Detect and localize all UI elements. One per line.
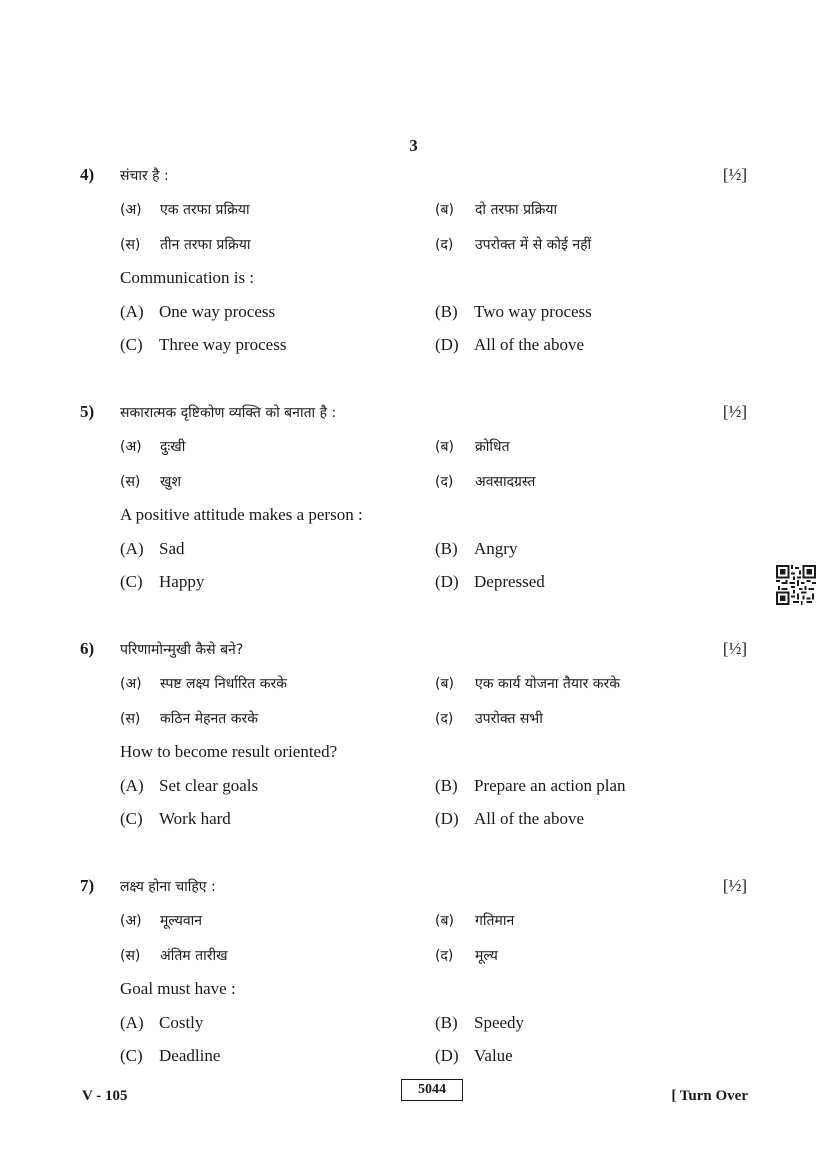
option-label: (C) — [120, 1046, 143, 1065]
option-text: Angry — [474, 539, 518, 558]
option-text: Prepare an action plan — [474, 776, 626, 795]
qr-code — [776, 565, 816, 605]
paper-code: V - 105 — [82, 1088, 128, 1104]
option-label: (अ) — [120, 202, 142, 218]
option-text: Depressed — [474, 572, 545, 591]
booklet-code-box: 5044 — [401, 1079, 463, 1101]
english-option-b — [435, 1013, 524, 1033]
hindi-option-b — [435, 437, 510, 456]
option-text: Three way process — [159, 335, 287, 354]
english-option-d — [435, 335, 584, 355]
english-option-c — [120, 1046, 220, 1066]
hindi-option-a — [120, 437, 185, 456]
english-option-a — [120, 302, 275, 322]
hindi-option-c — [120, 472, 181, 491]
hindi-option-a — [120, 911, 202, 930]
hindi-option-d — [435, 235, 591, 254]
english-option-d — [435, 572, 545, 592]
question-4 — [0, 165, 827, 375]
hindi-option-d — [435, 472, 535, 491]
english-option-a — [120, 539, 185, 559]
option-text: स्पष्ट लक्ष्य निर्धारित करके — [160, 676, 287, 692]
option-text: Sad — [159, 539, 185, 558]
option-label: (अ) — [120, 439, 142, 455]
question-number: 6) — [80, 639, 95, 658]
option-label: (द) — [435, 237, 454, 253]
english-option-a — [120, 1013, 203, 1033]
question-text-english: A positive attitude makes a person : — [120, 505, 363, 524]
option-text: दो तरफा प्रक्रिया — [475, 202, 558, 218]
question-number: 5) — [80, 402, 95, 421]
option-text: दुःखी — [160, 439, 186, 455]
option-text: उपरोक्त सभी — [475, 711, 543, 727]
option-text: Costly — [159, 1013, 204, 1032]
option-text: अवसादग्रस्त — [475, 474, 536, 490]
option-text: उपरोक्त में से कोई नहीं — [475, 237, 592, 253]
option-label: (C) — [120, 572, 143, 591]
option-label: (C) — [120, 809, 143, 828]
question-5 — [0, 402, 827, 612]
option-label: (अ) — [120, 913, 142, 929]
english-option-d — [435, 809, 584, 829]
option-text: अंतिम तारीख — [160, 948, 228, 964]
option-label: (B) — [435, 776, 458, 795]
option-label: (स) — [120, 948, 141, 964]
option-label: (A) — [120, 539, 144, 558]
question-text-english: Communication is : — [120, 268, 255, 287]
hindi-option-a — [120, 674, 287, 693]
option-text: तीन तरफा प्रक्रिया — [160, 237, 251, 253]
question-marks: [½] — [722, 876, 747, 895]
question-text-hindi: परिणामोन्मुखी कैसे बने? — [120, 642, 244, 658]
option-label: (B) — [435, 1013, 458, 1032]
option-label: (D) — [435, 335, 459, 354]
hindi-option-a — [120, 200, 250, 219]
option-label: (ब) — [435, 676, 454, 692]
question-text-hindi: संचार है : — [120, 168, 169, 184]
option-label: (A) — [120, 302, 144, 321]
english-option-a — [120, 776, 258, 796]
english-option-b — [435, 539, 517, 559]
option-text: एक तरफा प्रक्रिया — [160, 202, 250, 218]
option-label: (स) — [120, 474, 141, 490]
option-text: क्रोधित — [475, 439, 510, 455]
english-option-c — [120, 809, 231, 829]
option-label: (D) — [435, 1046, 459, 1065]
hindi-option-b — [435, 911, 514, 930]
english-option-c — [120, 335, 286, 355]
hindi-option-c — [120, 709, 258, 728]
question-marks: [½] — [722, 165, 747, 184]
option-label: (D) — [435, 572, 459, 591]
option-label: (ब) — [435, 439, 454, 455]
option-text: One way process — [159, 302, 276, 321]
english-option-b — [435, 776, 626, 796]
question-text-hindi: सकारात्मक दृष्टिकोण व्यक्ति को बनाता है : — [120, 405, 337, 421]
option-label: (ब) — [435, 913, 454, 929]
page-number: 3 — [409, 136, 418, 155]
option-text: मूल्य — [475, 948, 498, 964]
option-label: (अ) — [120, 676, 142, 692]
option-text: Work hard — [159, 809, 231, 828]
turn-over-note: [ Turn Over — [671, 1088, 748, 1104]
option-text: Deadline — [159, 1046, 221, 1065]
question-6 — [0, 639, 827, 849]
question-text-english: Goal must have : — [120, 979, 236, 998]
option-label: (D) — [435, 809, 459, 828]
question-marks: [½] — [722, 402, 747, 421]
option-label: (ब) — [435, 202, 454, 218]
option-text: Happy — [159, 572, 205, 591]
option-label: (द) — [435, 474, 454, 490]
option-label: (A) — [120, 1013, 144, 1032]
question-marks: [½] — [722, 639, 747, 658]
option-text: गतिमान — [475, 913, 515, 929]
option-label: (स) — [120, 237, 141, 253]
option-text: कठिन मेहनत करके — [160, 711, 258, 727]
option-text: मूल्यवान — [160, 913, 203, 929]
english-option-b — [435, 302, 592, 322]
option-text: Speedy — [474, 1013, 525, 1032]
option-text: एक कार्य योजना तैयार करके — [475, 676, 621, 692]
option-text: खुश — [160, 474, 181, 490]
hindi-option-c — [120, 946, 228, 965]
option-text: Value — [474, 1046, 513, 1065]
question-number: 4) — [80, 165, 95, 184]
hindi-option-b — [435, 200, 557, 219]
question-text-hindi: लक्ष्य होना चाहिए : — [120, 879, 216, 895]
option-text: Set clear goals — [159, 776, 259, 795]
question-number: 7) — [80, 876, 95, 895]
hindi-option-b — [435, 674, 620, 693]
option-label: (B) — [435, 539, 458, 558]
option-label: (द) — [435, 948, 454, 964]
english-option-d — [435, 1046, 513, 1066]
hindi-option-d — [435, 709, 543, 728]
option-label: (B) — [435, 302, 458, 321]
question-7 — [0, 876, 827, 1086]
question-text-english: How to become result oriented? — [120, 742, 338, 761]
hindi-option-d — [435, 946, 498, 965]
option-text: All of the above — [474, 335, 584, 354]
english-option-c — [120, 572, 204, 592]
option-text: All of the above — [474, 809, 584, 828]
option-label: (C) — [120, 335, 143, 354]
option-label: (A) — [120, 776, 144, 795]
option-label: (स) — [120, 711, 141, 727]
option-label: (द) — [435, 711, 454, 727]
option-text: Two way process — [474, 302, 592, 321]
hindi-option-c — [120, 235, 251, 254]
